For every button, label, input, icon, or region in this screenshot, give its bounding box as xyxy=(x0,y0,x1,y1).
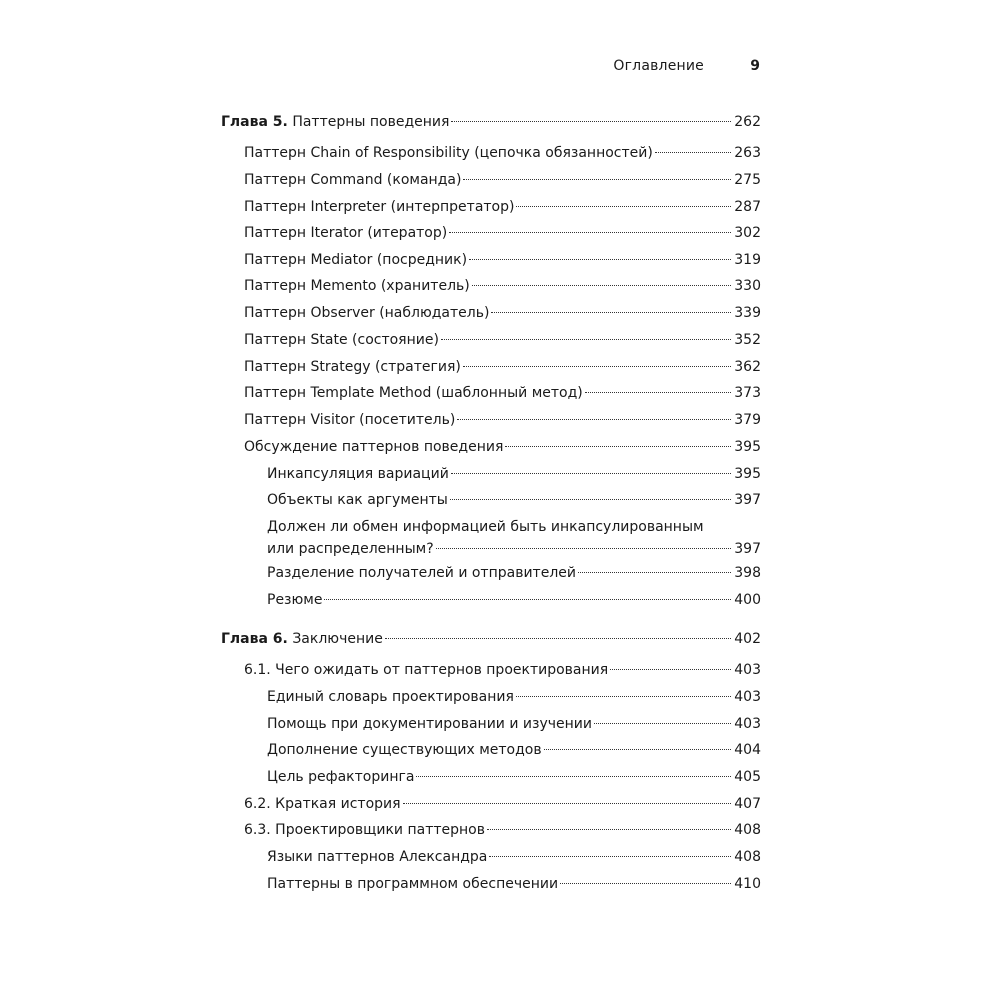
page-number: 263 xyxy=(734,145,761,161)
toc-subentry[interactable] xyxy=(0,714,761,734)
entry-title: Паттерн Mediator (посредник) xyxy=(244,252,468,268)
chapter-label: Глава 5. xyxy=(221,114,288,130)
dot-leader xyxy=(487,829,731,830)
entry-title: Цель рефакторинга xyxy=(267,769,415,785)
page-number: 404 xyxy=(734,742,761,758)
page-number: 410 xyxy=(734,876,761,892)
toc-entry[interactable] xyxy=(0,197,761,217)
entry-title: Паттерн Observer (наблюдатель) xyxy=(244,305,490,321)
entry-title: Помощь при документировании и изучении xyxy=(267,716,592,732)
toc-entry[interactable] xyxy=(0,330,761,350)
dot-leader xyxy=(491,312,731,313)
toc-entry[interactable] xyxy=(0,276,761,296)
toc-entry[interactable] xyxy=(0,660,761,680)
dot-leader xyxy=(544,749,732,750)
header-section-title: Оглавление xyxy=(613,58,704,74)
dot-leader xyxy=(489,856,731,857)
entry-title: Резюме xyxy=(267,592,323,608)
toc-subentry[interactable] xyxy=(0,590,761,610)
page-number: 403 xyxy=(734,689,761,705)
page-number: 395 xyxy=(734,439,761,455)
dot-leader xyxy=(324,599,731,600)
page-number: 302 xyxy=(734,225,761,241)
entry-title: 6.2. Краткая история xyxy=(244,796,401,812)
dot-leader xyxy=(416,776,731,777)
toc-subentry[interactable] xyxy=(0,874,761,894)
page-number: 330 xyxy=(734,278,761,294)
page-number: 395 xyxy=(734,466,761,482)
page-number: 403 xyxy=(734,662,761,678)
toc-subentry[interactable] xyxy=(0,767,761,787)
toc-entry[interactable] xyxy=(0,410,761,430)
page-number: 275 xyxy=(734,172,761,188)
toc-entry[interactable] xyxy=(0,794,761,814)
toc-entry[interactable] xyxy=(0,437,761,457)
page-number: 397 xyxy=(734,492,761,508)
toc-subentry[interactable] xyxy=(0,490,761,510)
toc-entry[interactable] xyxy=(0,143,761,163)
toc-entry[interactable] xyxy=(0,250,761,270)
entry-title: 6.3. Проектировщики паттернов xyxy=(244,822,485,838)
entry-title: Паттерн Command (команда) xyxy=(244,172,462,188)
dot-leader xyxy=(516,696,731,697)
entry-title: Объекты как аргументы xyxy=(267,492,448,508)
dot-leader xyxy=(594,723,731,724)
toc-chapter-5[interactable] xyxy=(0,112,761,132)
page-number: 339 xyxy=(734,305,761,321)
toc-subentry[interactable] xyxy=(0,687,761,707)
toc-entry[interactable] xyxy=(0,383,761,403)
page-number: 397 xyxy=(734,541,761,557)
page-number: 398 xyxy=(734,565,761,581)
chapter-label: Глава 6. xyxy=(221,631,288,647)
dot-leader xyxy=(451,121,731,122)
page-number: 352 xyxy=(734,332,761,348)
entry-title: Обсуждение паттернов поведения xyxy=(244,439,504,455)
entry-title: Языки паттернов Александра xyxy=(267,849,488,865)
dot-leader xyxy=(441,339,731,340)
page-number: 287 xyxy=(734,199,761,215)
toc-subentry-multiline[interactable] xyxy=(0,517,761,559)
dot-leader xyxy=(560,883,731,884)
entry-title-line1: Должен ли обмен информацией быть инкапсулированным xyxy=(267,519,704,535)
toc-entry[interactable] xyxy=(0,357,761,377)
dot-leader xyxy=(463,179,731,180)
toc-entry[interactable] xyxy=(0,170,761,190)
entry-title: Паттерн Iterator (итератор) xyxy=(244,225,448,241)
entry-title: Разделение получателей и отправителей xyxy=(267,565,576,581)
dot-leader xyxy=(450,499,731,500)
header-page-number: 9 xyxy=(750,58,760,74)
toc-entry[interactable] xyxy=(0,303,761,323)
entry-title: Паттерн Memento (хранитель) xyxy=(244,278,470,294)
dot-leader xyxy=(516,206,731,207)
toc-subentry[interactable] xyxy=(0,464,761,484)
page-number: 408 xyxy=(734,822,761,838)
toc-subentry[interactable] xyxy=(0,740,761,760)
entry-title: Паттерны в программном обеспечении xyxy=(267,876,559,892)
dot-leader xyxy=(472,285,732,286)
page-number: 403 xyxy=(734,716,761,732)
page-number: 400 xyxy=(734,592,761,608)
page-number: 407 xyxy=(734,796,761,812)
toc-subentry[interactable] xyxy=(0,847,761,867)
chapter-title: Паттерны поведения xyxy=(292,114,450,130)
entry-title: Паттерн Template Method (шаблонный метод) xyxy=(244,385,583,401)
entry-title: Паттерн State (состояние) xyxy=(244,332,439,348)
dot-leader xyxy=(436,548,732,549)
dot-leader xyxy=(463,366,731,367)
toc-entry[interactable] xyxy=(0,223,761,243)
entry-title: Паттерн Chain of Responsibility (цепочка обязанностей) xyxy=(244,145,653,161)
dot-leader xyxy=(610,669,731,670)
dot-leader xyxy=(655,152,731,153)
dot-leader xyxy=(451,473,731,474)
page-number: 408 xyxy=(734,849,761,865)
entry-title: Паттерн Interpreter (интерпретатор) xyxy=(244,199,515,215)
entry-title: Единый словарь проектирования xyxy=(267,689,514,705)
page-number: 405 xyxy=(734,769,761,785)
entry-title: 6.1. Чего ожидать от паттернов проектирования xyxy=(244,662,609,678)
page-number: 319 xyxy=(734,252,761,268)
entry-title: Паттерн Strategy (стратегия) xyxy=(244,359,461,375)
dot-leader xyxy=(385,638,731,639)
entry-title: или распределенным? xyxy=(267,541,434,557)
dot-leader xyxy=(585,392,732,393)
toc-entry[interactable] xyxy=(0,820,761,840)
dot-leader xyxy=(457,419,731,420)
page-number: 373 xyxy=(734,385,761,401)
entry-title: Паттерн Visitor (посетитель) xyxy=(244,412,456,428)
page-number: 402 xyxy=(734,631,761,647)
page-number: 262 xyxy=(734,114,761,130)
entry-title: Инкапсуляция вариаций xyxy=(267,466,449,482)
toc-chapter-6[interactable] xyxy=(0,629,761,649)
dot-leader xyxy=(505,446,731,447)
dot-leader xyxy=(403,803,732,804)
chapter-title: Заключение xyxy=(292,631,383,647)
dot-leader xyxy=(449,232,731,233)
toc-subentry[interactable] xyxy=(0,563,761,583)
dot-leader xyxy=(469,259,731,260)
entry-title: Дополнение существующих методов xyxy=(267,742,542,758)
page-number: 362 xyxy=(734,359,761,375)
page-number: 379 xyxy=(734,412,761,428)
dot-leader xyxy=(578,572,731,573)
